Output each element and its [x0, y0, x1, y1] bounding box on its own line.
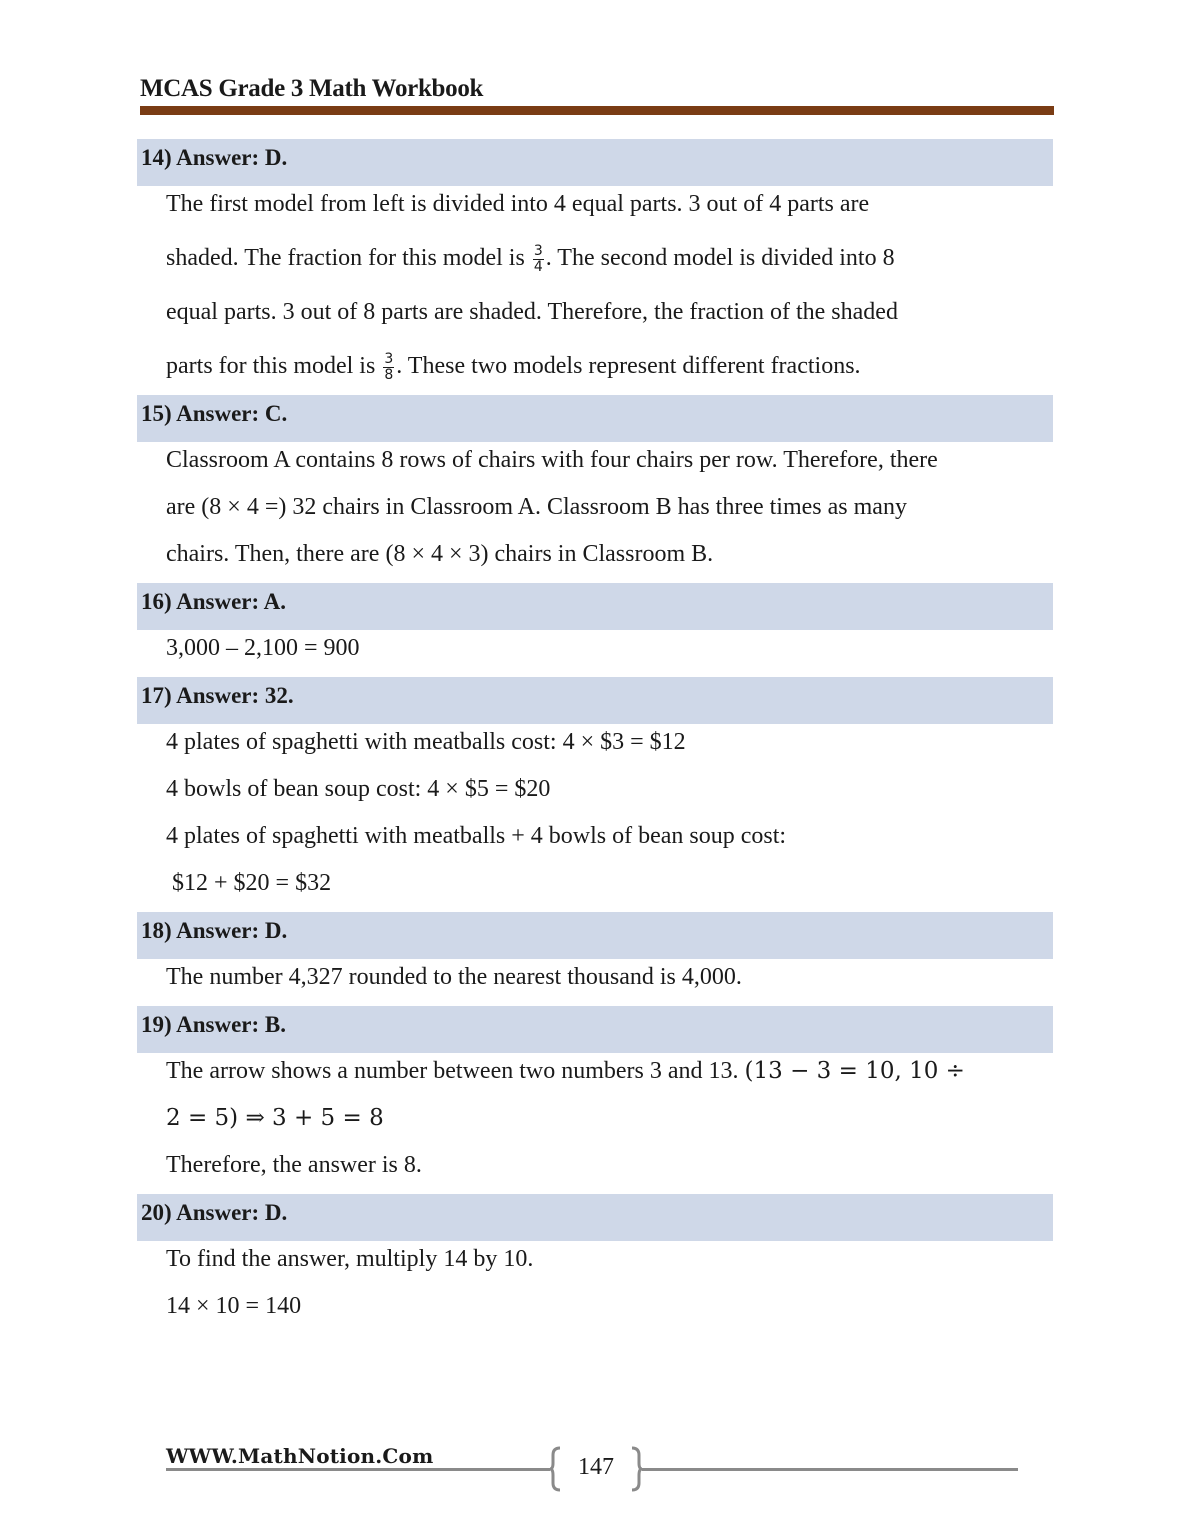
answer-19-line-3: Therefore, the answer is 8. — [166, 1152, 422, 1178]
answer-14-line-2 — [137, 233, 1053, 287]
fraction-numerator: 3 — [533, 242, 543, 259]
fraction-three-fourths — [533, 244, 544, 275]
answer-20-line-2: 14 × 10 = 140 — [166, 1293, 302, 1319]
footer-divider-left — [166, 1468, 550, 1471]
fraction-numerator: 3 — [384, 350, 394, 367]
fraction-denominator: 4 — [533, 258, 543, 275]
answer-17-line-3: 4 plates of spaghetti with meatballs + 4 bowls of bean soup cost: — [166, 823, 787, 849]
workbook-title: MCAS Grade 3 Math Workbook — [140, 75, 484, 102]
answer-18-heading: 18) Answer: D. — [137, 912, 1053, 959]
answer-19-heading: 19) Answer: B. — [137, 1006, 1053, 1053]
answer-17-line-1: 4 plates of spaghetti with meatballs cost: 4 × $3 = $12 — [166, 729, 686, 755]
text-segment: The arrow shows a number between two numbers 3 and 13. — [166, 1058, 745, 1084]
answer-17-line-2: 4 bowls of bean soup cost: 4 × $5 = $20 — [166, 776, 551, 802]
text-segment: parts for this model is — [166, 353, 382, 379]
footer-website: WWW.MathNotion.Com — [166, 1444, 434, 1468]
page-header — [140, 74, 1054, 115]
answer-16-heading: 16) Answer: A. — [137, 583, 1053, 630]
answer-20-heading: 20) Answer: D. — [137, 1194, 1053, 1241]
text-segment: shaded. The fraction for this model is — [166, 245, 531, 271]
math-expression: (13 − 3 = 10, 10 ÷ — [744, 1058, 965, 1084]
text-segment: . These two models represent different fractions. — [396, 353, 861, 379]
answer-15-heading: 15) Answer: C. — [137, 395, 1053, 442]
footer-divider-right — [642, 1468, 1018, 1471]
page-number: 147 — [578, 1454, 614, 1480]
answer-15-line-2: are (8 × 4 =) 32 chairs in Classroom A. Classroom B has three times as many — [166, 494, 907, 520]
answer-20-line-1: To find the answer, multiply 14 by 10. — [166, 1246, 534, 1272]
answer-14-heading: 14) Answer: D. — [137, 139, 1053, 186]
answer-list — [137, 139, 1053, 1335]
answer-14-line-3: equal parts. 3 out of 8 parts are shaded. Therefore, the fraction of the shaded — [166, 299, 898, 325]
fraction-three-eighths — [383, 352, 394, 383]
header-divider — [140, 106, 1054, 115]
answer-15-line-3: chairs. Then, there are (8 × 4 × 3) chairs in Classroom B. — [166, 541, 714, 567]
text-segment: . The second model is divided into 8 — [545, 245, 895, 271]
answer-19-line-2 — [137, 1100, 1053, 1147]
answer-17-heading: 17) Answer: 32. — [137, 677, 1053, 724]
answer-14-line-1: The first model from left is divided into 4 equal parts. 3 out of 4 parts are — [166, 191, 870, 217]
answer-18-line-1: The number 4,327 rounded to the nearest thousand is 4,000. — [166, 964, 742, 990]
answer-16-line-1: 3,000 – 2,100 = 900 — [166, 635, 360, 661]
page-number-box — [550, 1446, 642, 1492]
answer-19-line-1 — [137, 1053, 1053, 1100]
fraction-denominator: 8 — [384, 366, 394, 383]
math-expression: 2 = 5) ⇒ 3 + 5 = 8 — [166, 1105, 384, 1131]
answer-15-line-1: Classroom A contains 8 rows of chairs with four chairs per row. Therefore, there — [166, 447, 938, 473]
answer-17-line-4: $12 + $20 = $32 — [166, 870, 332, 896]
answer-14-line-4 — [137, 341, 1053, 395]
